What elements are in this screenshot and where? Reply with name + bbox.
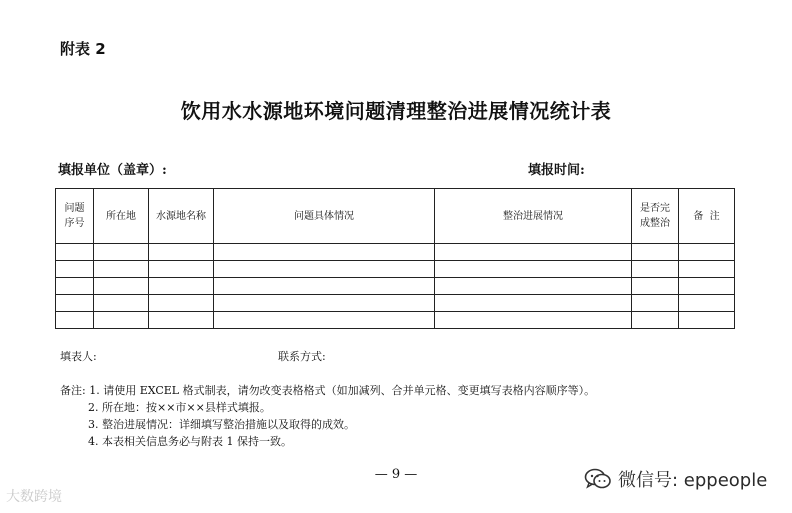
document-title: 饮用水水源地环境问题清理整治进展情况统计表 <box>180 99 612 123</box>
wechat-icon <box>584 468 612 490</box>
table-cell <box>435 312 632 329</box>
table-cell <box>94 244 149 261</box>
fill-time-label: 填报时间: <box>528 163 585 178</box>
page-number: — 9 — <box>374 467 418 482</box>
table-cell <box>679 244 735 261</box>
table-cell <box>632 261 679 278</box>
statistics-table <box>55 188 735 329</box>
table-cell <box>214 312 435 329</box>
annex-label: 附表 2 <box>60 40 106 58</box>
table-cell <box>632 295 679 312</box>
header-seq-line1: 问题 <box>64 203 85 214</box>
wechat-watermark <box>584 466 767 492</box>
table-cell <box>94 278 149 295</box>
table-cell <box>632 312 679 329</box>
table-row <box>56 278 735 295</box>
table-cell <box>214 278 435 295</box>
filler-label: 填表人: <box>60 350 97 363</box>
table-cell <box>56 278 94 295</box>
header-cell-progress: 整治进展情况 <box>435 189 632 244</box>
table-cell <box>214 244 435 261</box>
table-cell <box>679 312 735 329</box>
header-cell-problem: 问题具体情况 <box>214 189 435 244</box>
table-cell <box>435 278 632 295</box>
table-cell <box>214 261 435 278</box>
note-1: 备注: 1. 请使用 EXCEL 格式制表，请勿改变表格格式（如加减列、合并单元格、变更填写表格内容顺序等）。 <box>60 384 596 397</box>
table-row <box>56 295 735 312</box>
table-cell <box>679 278 735 295</box>
header-seq-line2: 序号 <box>64 218 85 229</box>
table-cell <box>632 244 679 261</box>
table-cell <box>94 261 149 278</box>
header-completed-line1: 是否完 <box>640 203 670 214</box>
table-cell <box>435 295 632 312</box>
table-cell <box>149 278 214 295</box>
note-3: 3. 整治进展情况：详细填写整治措施以及取得的成效。 <box>88 418 355 431</box>
table-row <box>56 312 735 329</box>
header-cell-location: 所在地 <box>94 189 149 244</box>
contact-label: 联系方式: <box>278 350 326 363</box>
table-cell <box>149 244 214 261</box>
fill-unit-label: 填报单位（盖章）: <box>58 163 167 178</box>
header-cell-remarks: 备 注 <box>679 189 735 244</box>
watermark-left: 大数跨境 <box>6 489 62 505</box>
table-cell <box>94 295 149 312</box>
table-cell <box>149 261 214 278</box>
table-cell <box>94 312 149 329</box>
header-cell-seq <box>56 189 94 244</box>
table-cell <box>56 261 94 278</box>
table-cell <box>435 244 632 261</box>
note-4: 4. 本表相关信息务必与附表 1 保持一致。 <box>88 435 292 448</box>
table-cell <box>149 295 214 312</box>
table-header-row <box>56 189 735 244</box>
table-cell <box>214 295 435 312</box>
table-cell <box>56 244 94 261</box>
note-2: 2. 所在地：按××市××县样式填报。 <box>88 401 271 414</box>
table-cell <box>679 261 735 278</box>
table-row <box>56 244 735 261</box>
table-cell <box>632 278 679 295</box>
table-row <box>56 261 735 278</box>
wechat-label: 微信号: eppeople <box>618 470 768 491</box>
table-cell <box>56 295 94 312</box>
header-cell-completed <box>632 189 679 244</box>
table-cell <box>56 312 94 329</box>
table-cell <box>435 261 632 278</box>
table-cell <box>149 312 214 329</box>
header-completed-line2: 成整治 <box>640 218 670 229</box>
header-cell-source-name: 水源地名称 <box>149 189 214 244</box>
table-cell <box>679 295 735 312</box>
